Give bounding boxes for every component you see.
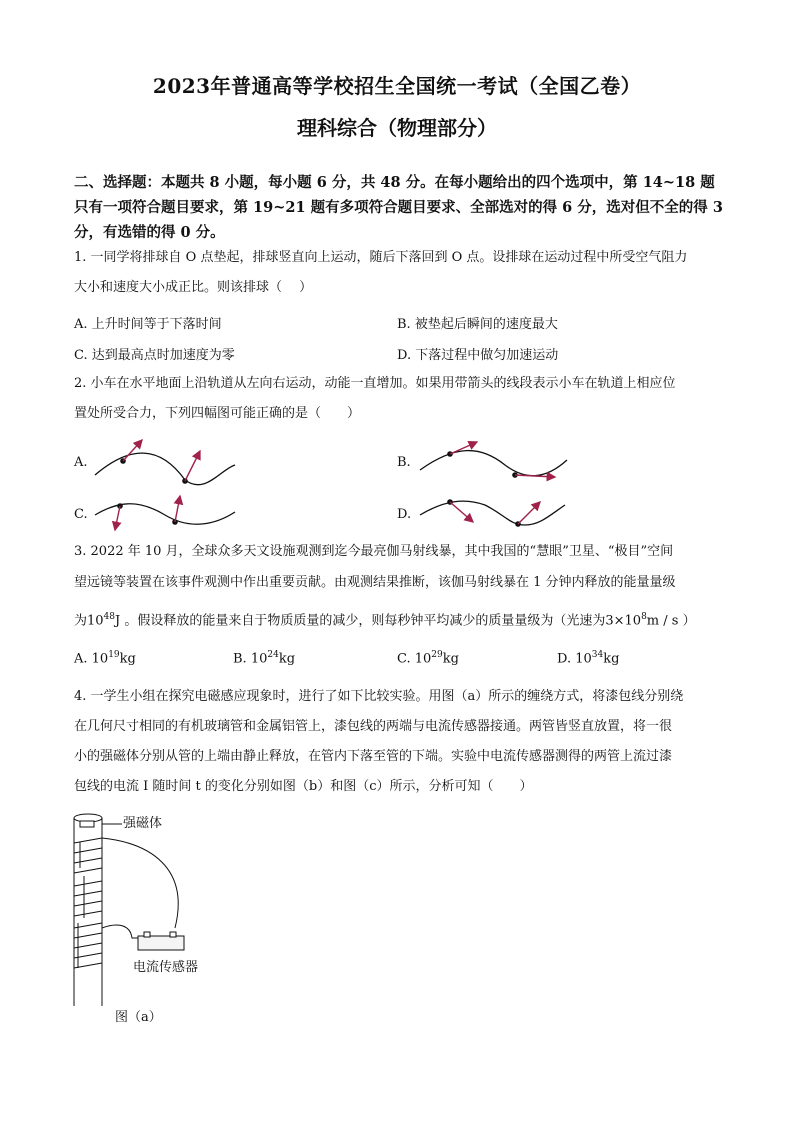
- current-sensor: [138, 932, 184, 950]
- q2-figure-b: [415, 430, 575, 490]
- q4-stem-line3: 小的强磁体分别从管的上端由静止释放，在管内下落至管的下端。实验中电流传感器测得的两管上流过漆: [74, 749, 673, 764]
- q1-option-c: C. 达到最高点时加速度为零: [74, 348, 235, 363]
- force-arrow: [123, 440, 142, 461]
- q2-label-c: C.: [74, 507, 88, 522]
- q4-stem-line2: 在几何尺寸相同的有机玻璃管和金属铝管上，漆包线的两端与电流传感器接通。两管皆竖直放置，将一很: [74, 719, 673, 734]
- force-arrow: [450, 502, 473, 522]
- q3-stem-line3: 为$10^{48}J$ 。假设释放的能量来自于物质质量的减少，则每秒钟平均减少的质量量级为（光速为$3\times 10^8m / s$ ）: [74, 612, 696, 629]
- q3-option-d: D. $10^{34}kg$: [557, 650, 620, 667]
- q1-stem-line1: 1. 一同学将排球自 O 点垫起，排球竖直向上运动，随后下落回到 O 点。设排球在运动过程中所受空气阻力: [74, 250, 688, 265]
- q2-label-a: A.: [74, 455, 88, 470]
- figure-caption-a: 图（a）: [115, 1010, 162, 1025]
- q2-stem-line2: 置处所受合力，下列四幅图可能正确的是（ ）: [74, 406, 361, 421]
- page-title: 2023年普通高等学校招生全国统一考试（全国乙卷）: [152, 74, 642, 98]
- force-arrow: [515, 475, 555, 477]
- force-arrow: [175, 496, 180, 522]
- q4-stem-line1: 4. 一学生小组在探究电磁感应现象时，进行了如下比较实验。用图（a）所示的缠绕方式，将漆包线分别绕: [74, 689, 684, 704]
- lead-wire: [102, 838, 178, 928]
- q3-stem-line1: 3. 2022 年 10 月，全球众多天文设施观测到迄今最亮伽马射线暴，其中我国的“慧眼”卫星、“极目”空间: [74, 544, 674, 559]
- q3-option-b: B. $10^{24}kg$: [233, 650, 296, 667]
- q2-figure-a: [90, 430, 240, 490]
- coil-windings: [74, 838, 102, 968]
- q2-label-d: D.: [397, 507, 412, 522]
- q2-label-b: B.: [397, 455, 411, 470]
- track-curve: [420, 501, 565, 525]
- q2-stem-line1: 2. 小车在水平地面上沿轨道从左向右运动，动能一直增加。如果用带箭头的线段表示小车在轨道上相应位: [74, 376, 676, 391]
- q3-option-a: A. $10^{19}kg$: [74, 650, 136, 667]
- q1-stem-line2: 大小和速度大小成正比。则该排球（ ）: [74, 280, 313, 295]
- force-arrow: [185, 451, 200, 481]
- page-subtitle: 理科综合（物理部分）: [297, 116, 497, 140]
- q2-figure-d: [415, 490, 575, 540]
- section-heading: 二、选择题：本题共 8 小题，每小题 6 分，共 48 分。在每小题给出的四个选项中，第 14~18 题只有一项符合题目要求，第 19~21 题有多项符合题目要求、全部选对的得 6 分，选对但不全的得 3 分，有选错的得 0 分。: [74, 174, 723, 241]
- track-curve: [95, 453, 235, 485]
- force-arrow: [450, 442, 477, 454]
- magnet: [80, 821, 94, 827]
- q1-option-b: B. 被垫起后瞬间的速度最大: [397, 317, 558, 332]
- force-arrow: [115, 506, 120, 530]
- q4-stem-line4: 包线的电流 I 随时间 t 的变化分别如图（b）和图（c）所示，分析可知（ ）: [74, 779, 533, 794]
- track-curve: [420, 451, 567, 476]
- track-curve: [95, 504, 235, 524]
- label-magnet: 强磁体: [123, 816, 163, 831]
- q1-option-d: D. 下落过程中做匀加速运动: [397, 348, 559, 363]
- force-arrow: [518, 502, 540, 524]
- q1-option-a: A. 上升时间等于下落时间: [74, 317, 222, 332]
- label-current-sensor: 电流传感器: [133, 960, 199, 975]
- q3-option-c: C. $10^{29}kg$: [397, 650, 459, 667]
- q2-figure-c: [90, 490, 240, 540]
- q4-figure-a: [60, 808, 240, 1028]
- lead-wire: [102, 925, 140, 938]
- q3-stem-line2: 望远镜等装置在该事件观测中作出重要贡献。由观测结果推断，该伽马射线暴在 1 分钟内释放的能量量级: [74, 575, 676, 590]
